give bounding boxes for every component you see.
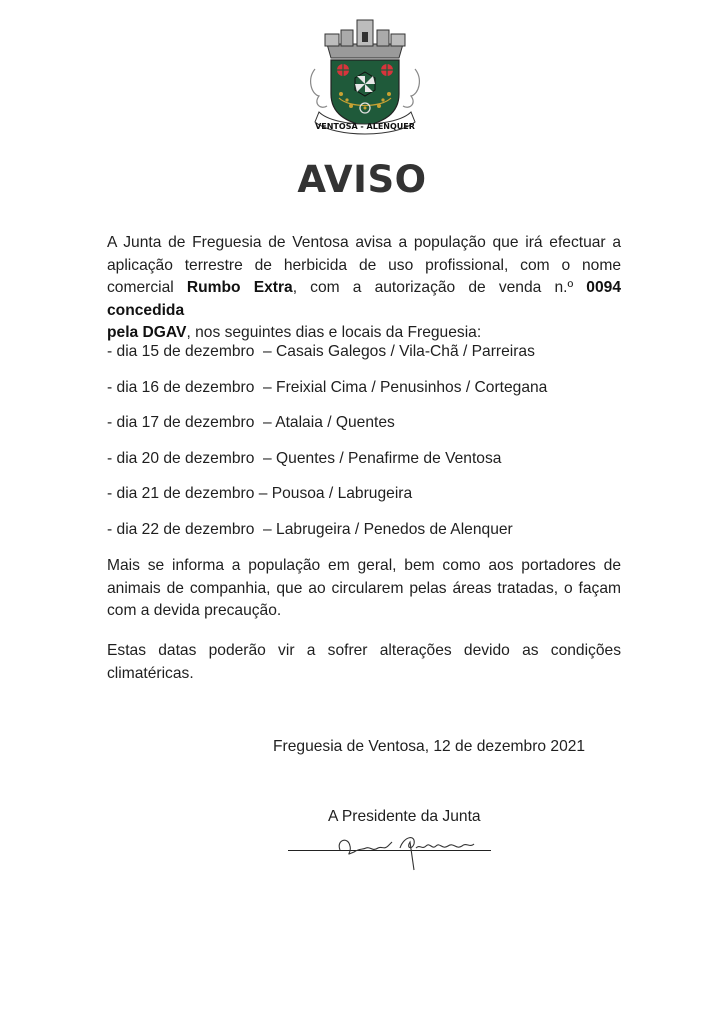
intro-text: , nos seguintes dias e locais da Freguesia: [186,324,482,341]
page-title: AVISO [297,158,427,201]
schedule-places: Pousoa / Labrugeira [271,485,413,502]
intro-line-4 [107,324,481,341]
schedule-places: Quentes / Penafirme de Ventosa [276,449,502,467]
list-item [107,483,547,519]
schedule-places: Freixial Cima / Penusinhos / Cortegana [276,378,548,396]
list-item [107,377,547,413]
list-item [107,519,547,555]
intro-line-3 [107,277,621,322]
authority-name: pela DGAV [107,324,187,341]
schedule-date: - dia 22 de dezembro – [107,520,277,538]
schedule-date: - dia 21 de dezembro – [107,485,272,502]
schedule-date: - dia 17 de dezembro – [107,414,276,431]
intro-line-1: A Junta de Freguesia de Ventosa avisa a população que irá efectuar a [107,234,621,251]
disclaimer-paragraph: Estas datas poderão vir a sofrer alterações devido as condições climatéricas. [107,642,621,682]
schedule-places: Casais Galegos / Vila-Chã / Parreiras [276,343,535,360]
intro-text: comercial [107,279,187,296]
schedule-date: - dia 15 de dezembro – [107,343,277,360]
authorization-number: 0094 concedida [107,279,621,319]
schedule-places: Labrugeira / Penedos de Alenquer [276,520,513,538]
schedule-places: Atalaia / Quentes [275,414,395,431]
list-item [107,448,547,484]
notice-paragraph: Mais se informa a população em geral, bem como aos portadores de animais de companhia, que ao circularem pelas áreas tratadas, o façam com a devida precaução. [107,557,621,619]
list-item [107,412,547,448]
coat-of-arms [305,14,425,139]
intro-paragraph [107,232,621,345]
intro-line-2: aplicação terrestre de herbicida de uso profissional, com o nome [107,256,621,274]
product-name: Rumbo Extra [186,279,293,296]
schedule-list [107,341,547,554]
handwritten-signature [330,820,500,880]
mural-crown-icon [325,20,405,58]
place-date: Freguesia de Ventosa, 12 de dezembro 2021 [273,738,586,755]
schedule-date: - dia 16 de dezembro – [107,378,277,396]
list-item [107,341,547,377]
crest-motto: VENTOSA - ALENQUER [315,122,415,131]
schedule-date: - dia 20 de dezembro – [107,449,277,467]
signatory-title: A Presidente da Junta [328,808,481,825]
intro-text: , com a autorização de venda n.º [292,279,587,296]
